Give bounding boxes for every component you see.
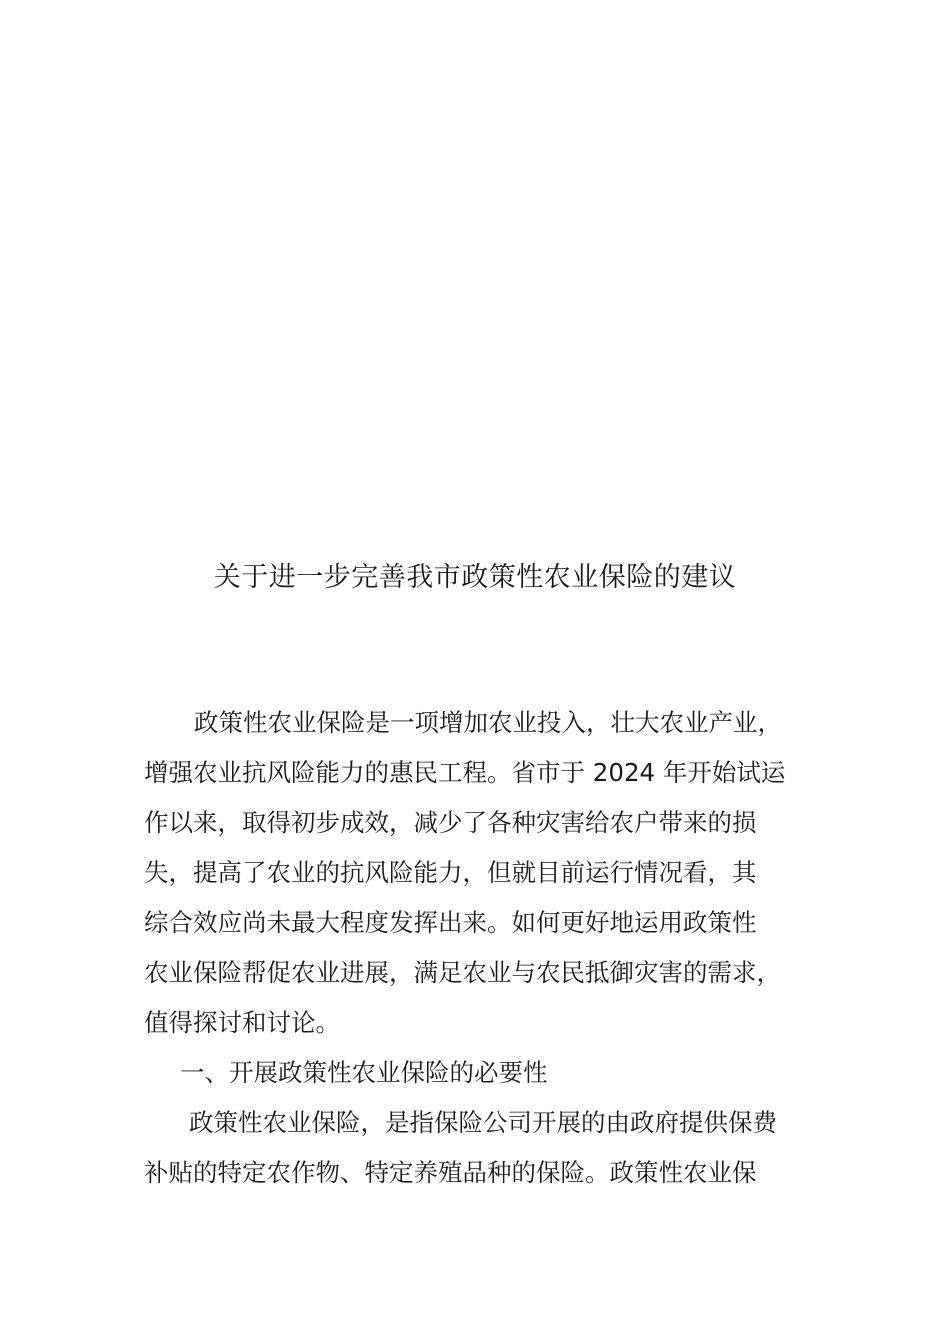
paragraph-1-line-3: 作以来，取得初步成效，减少了各种灾害给农户带来的损 — [144, 808, 757, 837]
paragraph-2-line-1: 政策性农业保险，是指保险公司开展的由政府提供保费 — [189, 1108, 777, 1137]
paragraph-1-line-6: 农业保险帮促农业进展，满足农业与农民抵御灾害的需求， — [144, 958, 781, 987]
paragraph-2-line-2: 补贴的特定农作物、特定养殖品种的保险。政策性农业保 — [144, 1158, 757, 1187]
paragraph-1-line-4: 失，提高了农业的抗风险能力，但就目前运行情况看，其 — [144, 858, 757, 887]
document-title: 关于进一步完善我市政策性农业保险的建议 — [213, 562, 737, 593]
paragraph-1-line-7: 值得探讨和讨论。 — [144, 1008, 340, 1037]
section-heading-1: 一、开展政策性农业保险的必要性 — [180, 1058, 548, 1087]
paragraph-1-line-1: 政策性农业保险是一项增加农业投入，壮大农业产业， — [194, 708, 782, 737]
paragraph-1-line-5: 综合效应尚未最大程度发挥出来。如何更好地运用政策性 — [144, 908, 757, 937]
paragraph-1-line-2: 增强农业抗风险能力的惠民工程。省市于 2024 年开始试运 — [144, 758, 786, 787]
